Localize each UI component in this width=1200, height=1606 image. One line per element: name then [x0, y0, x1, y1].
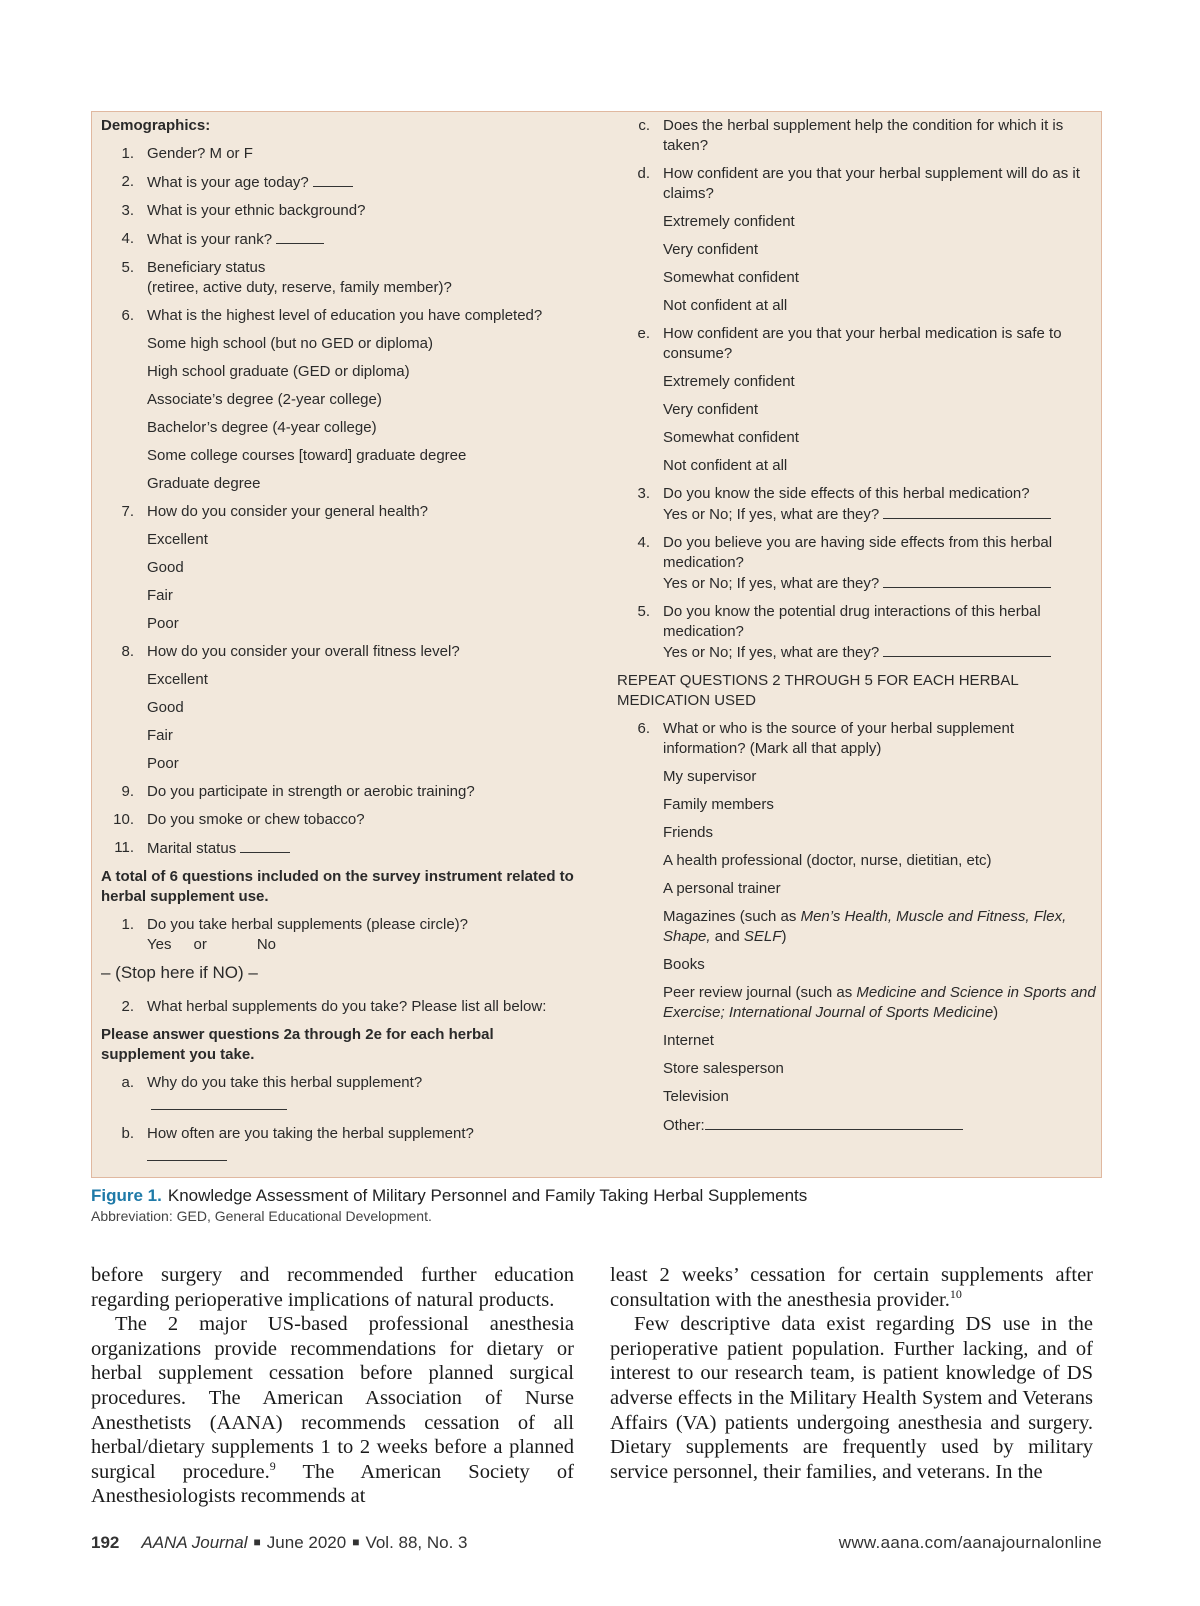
- stop-instruction: – (Stop here if NO) –: [101, 963, 258, 982]
- answer-blank: [883, 642, 1051, 657]
- answer-blank: [313, 172, 353, 187]
- source-option: Store salesperson: [663, 1060, 784, 1077]
- figure-1-panel: [91, 111, 1102, 1178]
- option: Somewhat confident: [663, 429, 799, 446]
- option: Not confident at all: [663, 457, 788, 474]
- option: Poor: [147, 755, 179, 772]
- option: Graduate degree: [147, 475, 261, 492]
- answer-blank: [883, 504, 1051, 519]
- question-ethnic: 3. What is your ethnic background?: [121, 202, 366, 219]
- source-option-journal: Peer review journal (such as Medicine and Science in Sports and Exercise; International Journal of Sports Medicine): [663, 984, 1096, 1021]
- issue-date: June 2020: [266, 1533, 347, 1552]
- question-beneficiary: 5. Beneficiary status (retiree, active duty, reserve, family member)?: [121, 259, 452, 296]
- question-helps-condition: c. Does the herbal supplement help the condition for which it is taken?: [638, 117, 1064, 154]
- question-training: 9. Do you participate in strength or aerobic training?: [121, 783, 475, 800]
- answer-blank: [276, 229, 324, 244]
- option: Extremely confident: [663, 373, 795, 390]
- journal-url: www.aana.com/aanajournalonline: [838, 1533, 1102, 1552]
- figure-abbreviation: Abbreviation: GED, General Educational Development.: [91, 1208, 432, 1224]
- source-option: Books: [663, 956, 705, 973]
- option: Excellent: [147, 671, 208, 688]
- option: Fair: [147, 587, 173, 604]
- question-age: 2. What is your age today?: [101, 172, 581, 193]
- option: Associate’s degree (2-year college): [147, 391, 382, 408]
- page-footer: [91, 1533, 1102, 1557]
- source-option: A personal trainer: [663, 880, 781, 897]
- separator-square-icon: ■: [253, 1535, 261, 1549]
- demographics-heading: Demographics:: [101, 117, 211, 134]
- answer-blank: [147, 1146, 227, 1161]
- body-paragraph: Few descriptive data exist regarding DS use in the perioperative patient population. Further lacking, and of interest to our research team, is patient knowledge of DS adverse effects in the Military Health System and Veterans Affairs (VA) patients undergoing anesthesia and surgery. Dietary supplements are frequently used by military service personnel, their families, and veterans. In the: [610, 1313, 1093, 1483]
- herbal-heading: A total of 6 questions included on the survey instrument related to herbal supplement use.: [101, 868, 574, 905]
- question-gender: 1. Gender? M or F: [121, 145, 253, 162]
- option: Fair: [147, 727, 173, 744]
- question-side-effects-known: 3. Do you know the side effects of this herbal medication? Yes or No; If yes, what are they?: [617, 484, 1097, 525]
- separator-square-icon: ■: [352, 1535, 360, 1549]
- option: Extremely confident: [663, 213, 795, 230]
- question-which-herbal: 2. What herbal supplements do you take? Please list all below:: [121, 998, 547, 1015]
- body-paragraph: before surgery and recommended further education regarding perioperative implications of natural products.: [91, 1264, 574, 1311]
- option: Some high school (but no GED or diploma): [147, 335, 433, 352]
- question-education: 6. What is the highest level of education you have completed?: [121, 307, 543, 324]
- question-tobacco: 10. Do you smoke or chew tobacco?: [113, 811, 365, 828]
- answer-blank: [705, 1115, 963, 1130]
- body-column-left: [91, 1263, 574, 1509]
- body-paragraph: least 2 weeks’ cessation for certain supplements after consultation with the anesthesia provider.$^{10}$: [610, 1264, 1093, 1311]
- question-side-effects-having: 4. Do you believe you are having side effects from this herbal medication? Yes or No; If yes, what are they?: [637, 534, 1053, 592]
- source-option: Friends: [663, 824, 714, 841]
- question-info-source: 6. What or who is the source of your herbal supplement information? (Mark all that apply): [637, 720, 1015, 757]
- question-take-herbal: 1. Do you take herbal supplements (please circle)? Yes or No: [121, 916, 468, 953]
- option: Somewhat confident: [663, 269, 799, 286]
- body-column-right: [610, 1263, 1093, 1484]
- source-option-magazines: Magazines (such as Men’s Health, Muscle and Fitness, Flex, Shape, and SELF): [663, 908, 1067, 945]
- answer-blank: [883, 573, 1051, 588]
- option: Poor: [147, 615, 179, 632]
- option: Very confident: [663, 241, 759, 258]
- option: Bachelor’s degree (4-year college): [147, 419, 377, 436]
- body-paragraph: The 2 major US-based professional anesthesia organizations provide recommendations for dietary or herbal supplement cessation before planned surgical procedures. The American Association of Nurse Anesthetists (AANA) recommends cessation of all herbal/dietary supplements 1 to 2 weeks before a planned surgical procedure.$^9$ The American Society of Anesthesiologists recommends at: [91, 1313, 574, 1508]
- question-marital: 11. Marital status: [101, 838, 581, 859]
- question-why-take: a. Why do you take this herbal supplement?: [101, 1073, 581, 1116]
- repeat-instruction: REPEAT QUESTIONS 2 THROUGH 5 FOR EACH HERBAL MEDICATION USED: [617, 672, 1019, 709]
- question-general-health: 7. How do you consider your general health?: [121, 503, 429, 520]
- answer-heading: Please answer questions 2a through 2e for each herbal supplement you take.: [101, 1026, 494, 1063]
- figure-left-column: [101, 116, 581, 1175]
- source-option: Television: [663, 1088, 729, 1105]
- option: High school graduate (GED or diploma): [147, 363, 410, 380]
- page-number: 192: [91, 1533, 120, 1552]
- answer-blank: [240, 838, 290, 853]
- question-confidence-safe: e. How confident are you that your herbal medication is safe to consume?: [637, 325, 1062, 362]
- source-option: My supervisor: [663, 768, 757, 785]
- question-how-often: b. How often are you taking the herbal supplement?: [101, 1124, 581, 1167]
- figure-caption: [91, 1186, 1102, 1224]
- figure-label: Figure 1.: [91, 1186, 162, 1205]
- source-option: A health professional (doctor, nurse, dietitian, etc): [663, 852, 992, 869]
- answer-blank: [151, 1095, 287, 1110]
- question-fitness: 8. How do you consider your overall fitness level?: [121, 643, 460, 660]
- figure-right-column: [617, 116, 1097, 1144]
- journal-name: AANA Journal: [141, 1533, 248, 1552]
- question-drug-interactions: 5. Do you know the potential drug interactions of this herbal medication? Yes or No; If yes, what are they?: [617, 602, 1097, 663]
- option: Excellent: [147, 531, 208, 548]
- option: Very confident: [663, 401, 759, 418]
- option: Good: [147, 559, 184, 576]
- figure-title: Knowledge Assessment of Military Personnel and Family Taking Herbal Supplements: [167, 1186, 808, 1205]
- source-option-other: Other:: [617, 1115, 1097, 1136]
- option: Good: [147, 699, 184, 716]
- source-option: Family members: [663, 796, 774, 813]
- question-rank: 4. What is your rank?: [101, 229, 581, 250]
- volume-info: Vol. 88, No. 3: [365, 1533, 468, 1552]
- option: Some college courses [toward] graduate degree: [147, 447, 467, 464]
- option: Not confident at all: [663, 297, 788, 314]
- question-confidence-claims: d. How confident are you that your herbal supplement will do as it claims?: [637, 165, 1080, 202]
- source-option: Internet: [663, 1032, 714, 1049]
